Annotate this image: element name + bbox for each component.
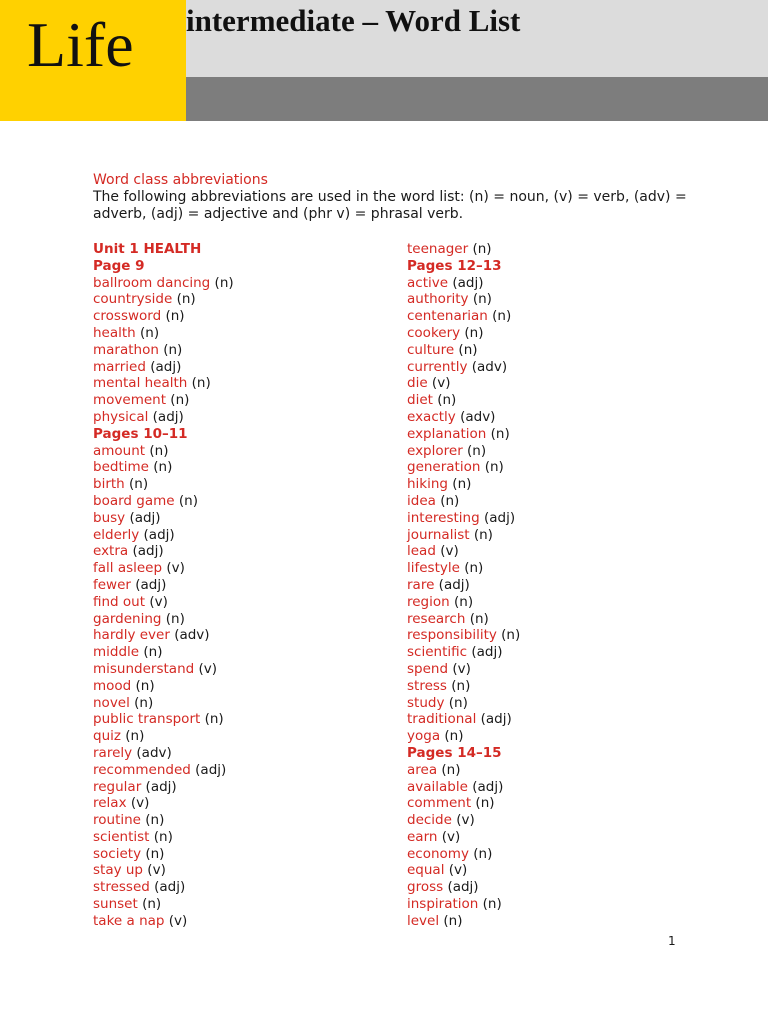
word-class: (n): [161, 610, 185, 627]
word-entry: [93, 359, 393, 376]
word-entry: [407, 627, 707, 644]
word-class: (n): [454, 341, 478, 358]
logo-text: Life: [27, 9, 134, 80]
word: busy: [93, 509, 126, 526]
word-entry: [407, 879, 707, 896]
word-class: (adj): [467, 644, 503, 661]
word-entry: [93, 560, 393, 577]
word: hardly ever: [93, 627, 170, 644]
word-entry: [407, 846, 707, 863]
word: area: [407, 761, 438, 778]
word: society: [93, 845, 142, 862]
word-entry: [407, 644, 707, 661]
word-entry: [93, 812, 393, 829]
word: bedtime: [93, 459, 149, 476]
word-class: (adj): [434, 576, 470, 593]
word-entry: [407, 443, 707, 460]
word-class: (adj): [148, 408, 184, 425]
word: health: [93, 324, 136, 341]
word-class: (n): [129, 694, 154, 711]
word-entry: [407, 476, 707, 493]
word-entry: [93, 392, 393, 409]
word-class: (n): [166, 392, 190, 409]
word-class: (adj): [190, 761, 227, 778]
word-entry: [93, 846, 393, 863]
word: quiz: [93, 728, 121, 745]
word-entry: [407, 862, 707, 879]
word-entry: [93, 594, 393, 611]
unit-title: HEALTH: [138, 241, 202, 257]
word: novel: [93, 694, 130, 711]
word: scientist: [93, 828, 150, 845]
word-entry: [407, 342, 707, 359]
word: earn: [407, 828, 438, 845]
word-entry: [93, 896, 393, 913]
word: spend: [407, 660, 449, 677]
word-class: (n): [135, 324, 160, 341]
word-entry: [93, 711, 393, 728]
word-class: (n): [468, 241, 492, 257]
word-entry: [407, 459, 707, 476]
word-entry: [407, 291, 707, 308]
word-class: (n): [187, 375, 211, 392]
word: generation: [407, 459, 481, 476]
word-entry: [407, 325, 707, 342]
logo: [0, 0, 186, 121]
word-entry: [93, 291, 393, 308]
word-entry: [407, 812, 707, 829]
word: centenarian: [407, 308, 488, 325]
word-entry: [407, 661, 707, 678]
word-entry: [407, 611, 707, 628]
word: research: [407, 610, 466, 627]
word-class: (n): [200, 711, 224, 728]
word-class: (n): [440, 728, 464, 745]
word: idea: [407, 492, 436, 509]
word-entry: [93, 879, 393, 896]
word-entry: [93, 695, 393, 712]
word: decide: [407, 812, 452, 829]
word-class: (n): [480, 459, 504, 476]
word-entry: [93, 510, 393, 527]
word-class: (n): [149, 828, 173, 845]
word-entry: [93, 611, 393, 628]
word-class: (v): [162, 560, 185, 577]
word-class: (n): [496, 627, 521, 644]
word-entry: [93, 779, 393, 796]
word: rarely: [93, 744, 133, 761]
word: sunset: [93, 896, 138, 913]
word: fall asleep: [93, 560, 163, 577]
word-class: (adj): [145, 358, 182, 375]
word: regular: [93, 778, 142, 795]
word: responsibility: [407, 627, 497, 644]
word-entry: [93, 577, 393, 594]
word: stay up: [93, 862, 144, 879]
word: public transport: [93, 711, 201, 728]
word-class: (n): [172, 291, 196, 308]
section-heading-label: Pages 14–15: [407, 744, 502, 761]
word-class: (n): [141, 845, 165, 862]
word: authority: [407, 291, 469, 308]
word-class: (adj): [149, 879, 186, 896]
word-entry: [407, 829, 707, 846]
word: amount: [93, 442, 146, 459]
word-class: (adj): [139, 526, 175, 543]
word-entry: [407, 359, 707, 376]
word-entry: [407, 560, 707, 577]
word-class: (n): [487, 308, 512, 325]
word: cookery: [407, 324, 461, 341]
word-entry: [93, 342, 393, 359]
section-heading: [93, 426, 393, 443]
word-entry: [93, 459, 393, 476]
word: lead: [407, 543, 436, 560]
word: middle: [93, 644, 140, 661]
word-entry: [93, 661, 393, 678]
word: culture: [407, 341, 455, 358]
word-class: (n): [462, 442, 487, 459]
word-class: (v): [143, 862, 166, 879]
word-class: (adv): [132, 744, 172, 761]
word: elderly: [93, 526, 140, 543]
section-heading: [93, 241, 393, 258]
word-class: (v): [444, 862, 468, 879]
word-class: (n): [469, 526, 493, 543]
word-entry: [407, 241, 707, 258]
word-entry: [93, 795, 393, 812]
word-entry: [407, 493, 707, 510]
page-title: intermediate – Word List: [186, 3, 521, 38]
word-class: (v): [435, 543, 459, 560]
word-entry: [93, 493, 393, 510]
word-entry: [407, 711, 707, 728]
word-entry: [407, 409, 707, 426]
word-entry: [93, 829, 393, 846]
word-class: (n): [140, 812, 165, 829]
word: active: [407, 274, 449, 291]
word: equal: [407, 862, 445, 879]
word-class: (n): [148, 459, 173, 476]
word-entry: [93, 527, 393, 544]
word-entry: [93, 644, 393, 661]
word-class: (v): [437, 828, 461, 845]
word: diet: [407, 392, 433, 409]
word-entry: [93, 728, 393, 745]
word-entry: [407, 779, 707, 796]
word: relax: [93, 795, 127, 812]
word-class: (n): [161, 308, 185, 325]
word: crossword: [93, 308, 162, 325]
word-class: (adj): [128, 543, 164, 560]
word: level: [407, 912, 440, 929]
word: take a nap: [93, 912, 165, 929]
word: study: [407, 694, 445, 711]
word-class: (n): [439, 912, 463, 929]
word-entry: [93, 862, 393, 879]
word-entry: [407, 308, 707, 325]
word-entry: [407, 577, 707, 594]
word: countryside: [93, 291, 173, 308]
word-entry: [407, 426, 707, 443]
word: physical: [93, 408, 149, 425]
word: fewer: [93, 576, 131, 593]
word: hiking: [407, 476, 449, 493]
word-class: (adj): [141, 778, 177, 795]
word-class: (n): [460, 324, 484, 341]
word: board game: [93, 492, 175, 509]
word-class: (n): [210, 274, 234, 291]
section-heading: [93, 258, 393, 275]
word: teenager: [407, 241, 469, 257]
word: gross: [407, 879, 444, 896]
word-class: (adj): [125, 509, 161, 526]
section-heading: [407, 258, 707, 275]
word-class: (n): [449, 593, 474, 610]
word: married: [93, 358, 146, 375]
word: mood: [93, 677, 132, 694]
word-class: (n): [437, 761, 461, 778]
word-class: (adv): [467, 358, 508, 375]
section-heading-label: Page 9: [93, 257, 145, 274]
word: extra: [93, 543, 129, 560]
word-entry: [93, 409, 393, 426]
word-entry: [93, 913, 393, 930]
word: misunderstand: [93, 660, 195, 677]
word-class: (n): [468, 845, 493, 862]
word-entry: [93, 443, 393, 460]
word: stress: [407, 677, 447, 694]
word-list-right-column: [407, 241, 707, 930]
word-class: (v): [194, 660, 218, 677]
word-class: (n): [174, 492, 198, 509]
word-entry: [407, 678, 707, 695]
word-entry: [93, 627, 393, 644]
word-class: (v): [164, 912, 188, 929]
word-class: (n): [131, 677, 155, 694]
page-number: 1: [668, 934, 676, 948]
word-class: (adj): [479, 509, 516, 526]
word-class: (v): [448, 660, 471, 677]
word-class: (adv): [169, 627, 210, 644]
word: lifestyle: [407, 560, 460, 577]
word-class: (v): [427, 375, 451, 392]
word: routine: [93, 812, 141, 829]
section-heading: [407, 745, 707, 762]
abbreviations-text: The following abbreviations are used in the word list: (n) = noun, (v) = verb, (adv) = adverb, (adj) = adjective and (phr v) = phrasal verb.: [93, 189, 687, 222]
word-entry: [93, 375, 393, 392]
word: movement: [93, 392, 167, 409]
word: yoga: [407, 728, 441, 745]
word-class: (adj): [448, 274, 484, 291]
word: inspiration: [407, 896, 479, 913]
word: ballroom dancing: [93, 274, 211, 291]
section-heading-label: Pages 10–11: [93, 425, 188, 442]
word-class: (n): [459, 560, 484, 577]
word: comment: [407, 795, 472, 812]
word: currently: [407, 358, 468, 375]
word-entry: [407, 375, 707, 392]
word-entry: [407, 896, 707, 913]
word-entry: [93, 325, 393, 342]
word: mental health: [93, 375, 188, 392]
word-entry: [407, 275, 707, 292]
word-class: (v): [126, 795, 150, 812]
word-class: (n): [465, 610, 489, 627]
word-class: (n): [158, 341, 183, 358]
word-class: (adj): [467, 778, 504, 795]
word-class: (n): [446, 677, 471, 694]
word-class: (adj): [443, 879, 479, 896]
word-class: (n): [120, 728, 145, 745]
word-entry: [407, 728, 707, 745]
word-class: (n): [448, 476, 472, 493]
word-class: (n): [139, 644, 163, 661]
word: region: [407, 593, 450, 610]
word-entry: [407, 510, 707, 527]
word-entry: [93, 476, 393, 493]
word: marathon: [93, 341, 159, 358]
word: find out: [93, 593, 146, 610]
word-class: (v): [145, 593, 168, 610]
word: journalist: [407, 526, 470, 543]
word-entry: [407, 695, 707, 712]
word-entry: [407, 594, 707, 611]
word-entry: [93, 678, 393, 695]
word-entry: [407, 795, 707, 812]
word: die: [407, 375, 428, 392]
word-class: (n): [137, 896, 162, 913]
section-heading-label: Unit 1: [93, 241, 139, 257]
word-class: (n): [435, 492, 460, 509]
word: explanation: [407, 425, 487, 442]
word: economy: [407, 845, 469, 862]
word-class: (n): [486, 425, 510, 442]
word-list-left-column: [93, 241, 393, 930]
word-entry: [407, 527, 707, 544]
word: explorer: [407, 442, 463, 459]
word-class: (n): [145, 442, 169, 459]
word-class: (n): [432, 392, 457, 409]
word-class: (v): [451, 812, 475, 829]
word-class: (adj): [130, 576, 167, 593]
word-class: (adv): [455, 408, 496, 425]
word-class: (n): [471, 795, 495, 812]
word: recommended: [93, 761, 191, 778]
word-class: (n): [468, 291, 492, 308]
word-entry: [93, 762, 393, 779]
word-entry: [407, 392, 707, 409]
word: available: [407, 778, 468, 795]
word: gardening: [93, 610, 162, 627]
word-class: (adj): [476, 711, 512, 728]
word-entry: [93, 308, 393, 325]
word-class: (n): [444, 694, 468, 711]
abbreviations-heading: Word class abbreviations: [93, 172, 268, 188]
word-entry: [93, 745, 393, 762]
word-entry: [407, 762, 707, 779]
word: rare: [407, 576, 435, 593]
word-class: (n): [478, 896, 502, 913]
word-class: (n): [124, 476, 149, 493]
word-entry: [407, 913, 707, 930]
word: scientific: [407, 644, 468, 661]
word: stressed: [93, 879, 150, 896]
word-entry: [93, 275, 393, 292]
section-heading-label: Pages 12–13: [407, 257, 502, 274]
word-entry: [407, 543, 707, 560]
word: interesting: [407, 509, 480, 526]
word: birth: [93, 476, 125, 493]
word: traditional: [407, 711, 477, 728]
word: exactly: [407, 408, 456, 425]
word-entry: [93, 543, 393, 560]
